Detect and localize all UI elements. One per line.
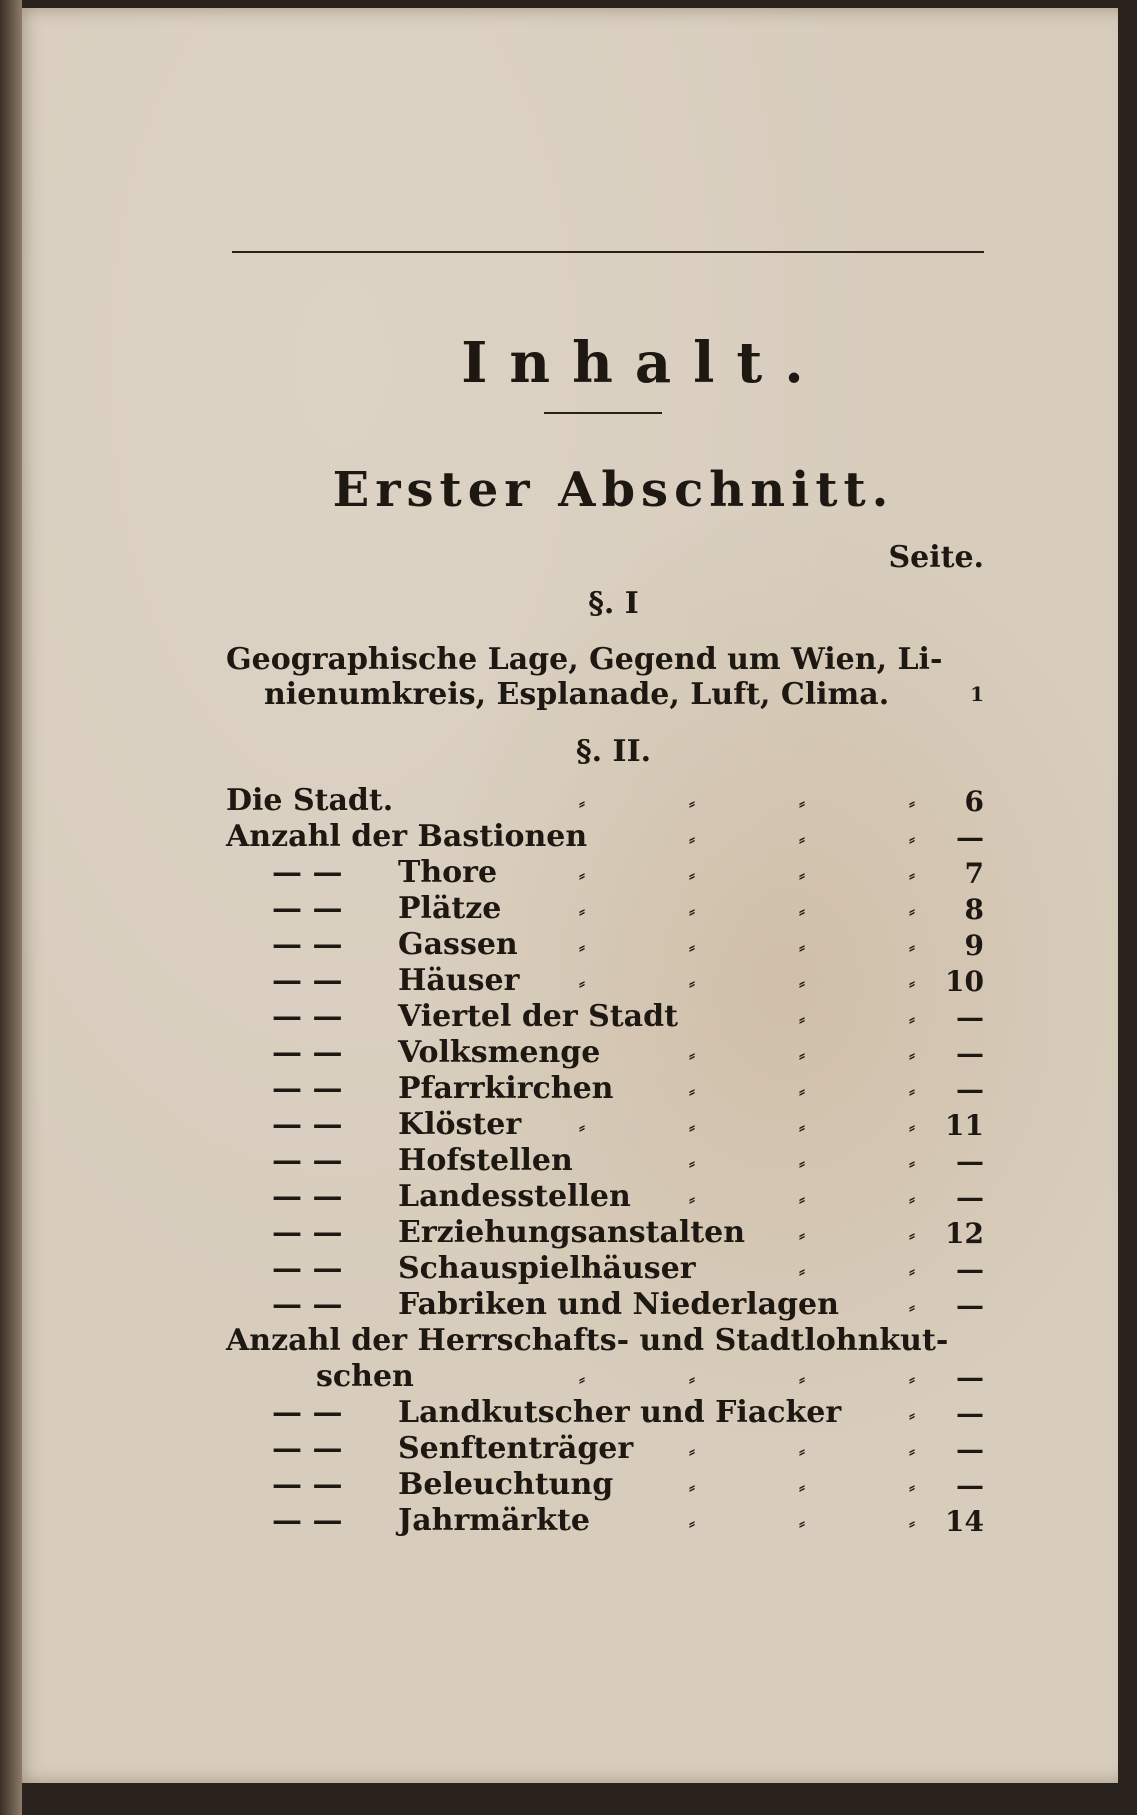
leader-mark: ⸗: [799, 1009, 805, 1030]
toc-entry-label: Die Stadt.: [226, 783, 394, 818]
leader-mark: ⸗: [799, 1477, 805, 1498]
ditto-dashes: — —: [272, 1179, 343, 1214]
leader-mark: ⸗: [799, 1513, 805, 1534]
leader-mark: ⸗: [689, 1117, 695, 1138]
leader-mark: ⸗: [799, 1117, 805, 1138]
ditto-dashes: — —: [272, 927, 343, 962]
leader-mark: ⸗: [799, 865, 805, 886]
leader-mark: ⸗: [799, 1369, 805, 1390]
toc-entry-label: Beleuchtung: [398, 1467, 614, 1502]
ditto-dashes: — —: [272, 1467, 343, 1502]
ditto-dashes: — —: [272, 1215, 343, 1250]
page-title: Inhalt.: [461, 330, 826, 396]
toc-page-number: 1: [970, 682, 984, 706]
toc-page-number: —: [956, 1253, 984, 1286]
ditto-dashes: — —: [272, 1035, 343, 1070]
leader-mark: ⸗: [909, 1477, 915, 1498]
leader-mark: ⸗: [689, 1153, 695, 1174]
leader-mark: ⸗: [799, 1045, 805, 1066]
toc-page-number: 11: [945, 1109, 984, 1142]
toc-entry-label: Plätze: [398, 891, 502, 926]
toc-entry-label: Jahrmärkte: [398, 1503, 590, 1538]
leader-mark: ⸗: [689, 1369, 695, 1390]
leader-mark: ⸗: [689, 1513, 695, 1534]
leader-mark: ⸗: [689, 937, 695, 958]
toc-entry-label: Häuser: [398, 963, 520, 998]
leader-mark: ⸗: [909, 1369, 915, 1390]
toc-entry-label: Landkutscher und Fiacker: [398, 1395, 842, 1430]
leader-mark: ⸗: [909, 937, 915, 958]
leader-mark: ⸗: [909, 1117, 915, 1138]
leader-mark: ⸗: [909, 1045, 915, 1066]
leader-mark: ⸗: [909, 1189, 915, 1210]
leader-mark: ⸗: [579, 973, 585, 994]
leader-mark: ⸗: [909, 1081, 915, 1102]
leader-mark: ⸗: [689, 793, 695, 814]
leader-mark: ⸗: [579, 1117, 585, 1138]
toc-entry-label: Gassen: [398, 927, 518, 962]
paragraph-heading-1: §. I: [588, 586, 639, 621]
toc-page-number: 9: [964, 929, 984, 962]
leader-mark: ⸗: [799, 829, 805, 850]
ditto-dashes: — —: [272, 963, 343, 998]
toc-page-number: —: [956, 821, 984, 854]
leader-mark: ⸗: [579, 901, 585, 922]
top-rule: [232, 251, 984, 253]
leader-mark: ⸗: [689, 1045, 695, 1066]
toc-page-number: 8: [964, 893, 984, 926]
toc-entry-label: Volksmenge: [398, 1035, 601, 1070]
toc-page-number: —: [956, 1073, 984, 1106]
toc-entry-label: Anzahl der Herrschafts- und Stadtlohnkut-: [226, 1323, 949, 1358]
toc-page-number: 7: [964, 857, 984, 890]
leader-mark: ⸗: [909, 901, 915, 922]
toc-entry-label: Klöster: [398, 1107, 522, 1142]
leader-mark: ⸗: [689, 1189, 695, 1210]
leader-mark: ⸗: [579, 865, 585, 886]
toc-entry-label: Erziehungsanstalten: [398, 1215, 746, 1250]
leader-mark: ⸗: [799, 973, 805, 994]
leader-mark: ⸗: [909, 1513, 915, 1534]
toc-page-number: —: [956, 1433, 984, 1466]
toc-page-number: 12: [945, 1217, 984, 1250]
leader-mark: ⸗: [909, 1405, 915, 1426]
leader-mark: ⸗: [799, 937, 805, 958]
leader-mark: ⸗: [689, 1081, 695, 1102]
toc-entry-label: Viertel der Stadt: [398, 999, 678, 1034]
toc-page-number: —: [956, 1001, 984, 1034]
toc-page-number: 6: [964, 785, 984, 818]
ditto-dashes: — —: [272, 1143, 343, 1178]
leader-mark: ⸗: [799, 1153, 805, 1174]
leader-mark: ⸗: [579, 1369, 585, 1390]
ditto-dashes: — —: [272, 1251, 343, 1286]
toc-entry-line: Geographische Lage, Gegend um Wien, Li-: [226, 642, 943, 677]
leader-mark: ⸗: [909, 1297, 915, 1318]
leader-mark: ⸗: [909, 1441, 915, 1462]
leader-mark: ⸗: [799, 1225, 805, 1246]
toc-page-number: —: [956, 1397, 984, 1430]
leader-mark: ⸗: [689, 1441, 695, 1462]
toc-entry-label: Thore: [398, 855, 498, 890]
section-heading: Erster Abschnitt.: [332, 462, 895, 518]
toc-page-number: —: [956, 1469, 984, 1502]
ditto-dashes: — —: [272, 1395, 343, 1430]
leader-mark: ⸗: [689, 901, 695, 922]
leader-mark: ⸗: [909, 1153, 915, 1174]
leader-mark: ⸗: [689, 1477, 695, 1498]
ditto-dashes: — —: [272, 1431, 343, 1466]
leader-mark: ⸗: [909, 865, 915, 886]
toc-page-number: —: [956, 1145, 984, 1178]
ditto-dashes: — —: [272, 855, 343, 890]
leader-mark: ⸗: [579, 793, 585, 814]
title-underline: [544, 412, 662, 414]
leader-mark: ⸗: [799, 793, 805, 814]
leader-mark: ⸗: [799, 1081, 805, 1102]
leader-mark: ⸗: [909, 793, 915, 814]
paragraph-heading-2: §. II.: [575, 734, 652, 769]
toc-entry-line: nienumkreis, Esplanade, Luft, Clima.: [264, 677, 890, 712]
ditto-dashes: — —: [272, 999, 343, 1034]
toc-entry-label: Schauspielhäuser: [398, 1251, 696, 1286]
toc-page-number: —: [956, 1037, 984, 1070]
toc-page-number: —: [956, 1289, 984, 1322]
leader-mark: ⸗: [799, 1189, 805, 1210]
toc-entry-label: Anzahl der Bastionen: [226, 819, 588, 854]
leader-mark: ⸗: [799, 1261, 805, 1282]
leader-mark: ⸗: [909, 973, 915, 994]
leader-mark: ⸗: [689, 973, 695, 994]
leader-mark: ⸗: [909, 1009, 915, 1030]
ditto-dashes: — —: [272, 1287, 343, 1322]
toc-entry-label: Landesstellen: [398, 1179, 631, 1214]
ditto-dashes: — —: [272, 1071, 343, 1106]
toc-page-number: —: [956, 1361, 984, 1394]
toc-entry-label: Hofstellen: [398, 1143, 573, 1178]
leader-mark: ⸗: [689, 865, 695, 886]
toc-page-number: 10: [945, 965, 984, 998]
ditto-dashes: — —: [272, 1107, 343, 1142]
leader-mark: ⸗: [799, 901, 805, 922]
toc-entry-label: Fabriken und Niederlagen: [398, 1287, 839, 1322]
toc-entry-label: schen: [316, 1359, 414, 1394]
toc-page-number: —: [956, 1181, 984, 1214]
page-column-header: Seite.: [888, 540, 984, 575]
leader-mark: ⸗: [909, 1261, 915, 1282]
leader-mark: ⸗: [909, 1225, 915, 1246]
toc-entry-label: Pfarrkirchen: [398, 1071, 614, 1106]
toc-entry-label: Senftenträger: [398, 1431, 634, 1466]
leader-mark: ⸗: [689, 829, 695, 850]
ditto-dashes: — —: [272, 891, 343, 926]
toc-page-number: 14: [945, 1505, 984, 1538]
leader-mark: ⸗: [579, 937, 585, 958]
leader-mark: ⸗: [799, 1441, 805, 1462]
page-edge: [0, 0, 22, 1815]
leader-mark: ⸗: [909, 829, 915, 850]
ditto-dashes: — —: [272, 1503, 343, 1538]
